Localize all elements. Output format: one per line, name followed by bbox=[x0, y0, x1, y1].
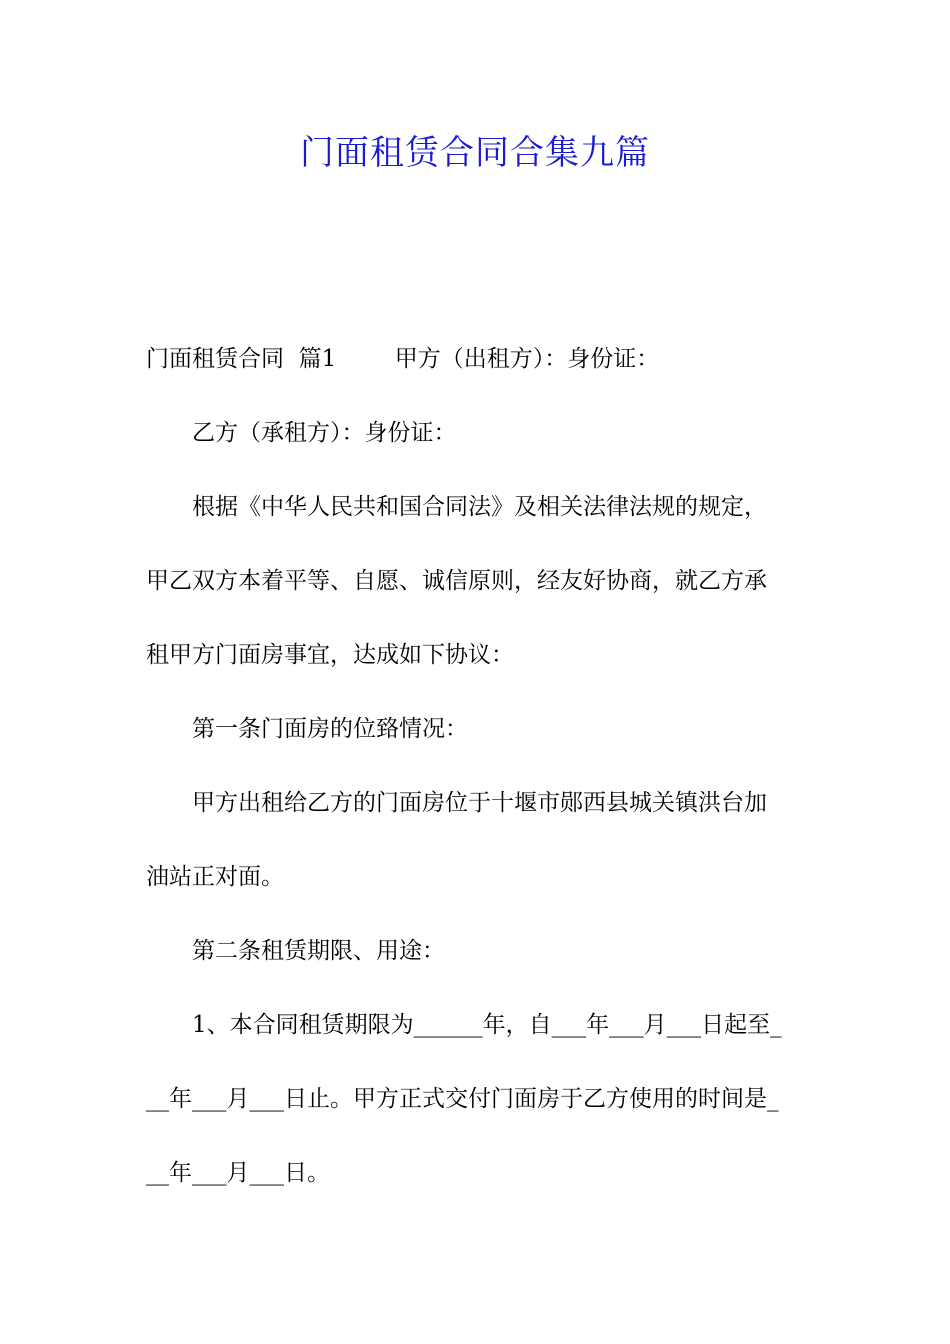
article-2-clause-1-line-2: __年___月___日止。甲方正式交付门面房于乙方使用的时间是_ bbox=[146, 1086, 779, 1112]
document-title: 门面租赁合同合集九篇 bbox=[300, 133, 650, 173]
article-2-heading: 第二条租赁期限、用途： bbox=[192, 938, 445, 964]
article-2-clause-1-line-3: __年___月___日。 bbox=[146, 1160, 330, 1186]
preamble-line-2: 甲乙双方本着平等、自愿、诚信原则，经友好协商，就乙方承 bbox=[146, 568, 767, 594]
preamble-line-3: 租甲方门面房事宜，达成如下协议： bbox=[146, 642, 514, 668]
article-1-text-2: 油站正对面。 bbox=[146, 864, 284, 890]
preamble-line-1: 根据《中华人民共和国合同法》及相关法律法规的规定， bbox=[192, 494, 767, 520]
contract-heading-line: 门面租赁合同 篇1 甲方（出租方）：身份证： bbox=[146, 346, 660, 372]
article-1-heading: 第一条门面房的位臵情况： bbox=[192, 716, 468, 742]
document-body bbox=[146, 322, 811, 1210]
article-2-clause-1-line-1: 1、本合同租赁期限为______年，自___年___月___日起至_ bbox=[192, 1012, 782, 1038]
article-1-text-1: 甲方出租给乙方的门面房位于十堰市郧西县城关镇洪台加 bbox=[192, 790, 767, 816]
party-b-line: 乙方（承租方）：身份证： bbox=[192, 420, 457, 446]
